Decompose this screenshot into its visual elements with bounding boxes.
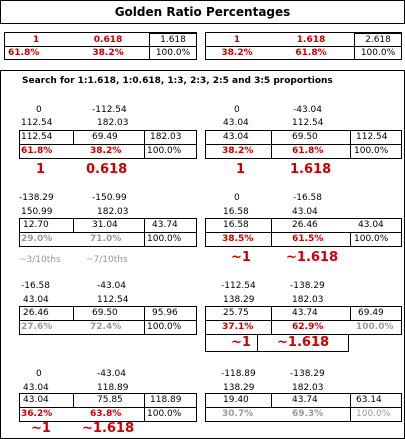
b7-r2-c1: 43.04 — [23, 395, 49, 405]
b4-r2-c1: 16.58 — [223, 220, 249, 230]
b6-r1-c1: 138.29 — [223, 295, 255, 305]
b8-r3-c1: 30.7% — [222, 409, 254, 419]
b3-r2-c3: 43.74 — [152, 220, 178, 230]
tl-r1-c2: 0.618 — [93, 35, 123, 45]
b1-r1-c1: 112.54 — [21, 118, 53, 128]
tl-r2-c3: 100.0% — [149, 46, 197, 60]
b3-r2-c1: 12.70 — [23, 220, 49, 230]
b1-r2-c3: 182.03 — [150, 132, 182, 142]
tr-r2-c3: 100.0% — [354, 46, 402, 60]
b7-r3-c2: 63.8% — [90, 409, 122, 419]
b3-r1-c2: 182.03 — [97, 207, 129, 217]
b7-r1-c2: 118.89 — [97, 383, 129, 393]
b8-r1-c2: 182.03 — [292, 383, 324, 393]
b2-big-2: 1.618 — [290, 162, 332, 177]
title-box — [0, 0, 405, 24]
b4-r3-c1: 38.5% — [222, 234, 254, 244]
b8-r2-c1: 19.40 — [223, 395, 249, 405]
b1-big-2: 0.618 — [86, 162, 128, 177]
top-right-summary — [205, 32, 402, 60]
b1-r0-c2: -112.54 — [92, 105, 127, 115]
tl-r2-c2: 38.2% — [92, 48, 124, 58]
b4-r1-c1: 16.58 — [223, 207, 249, 217]
b5-r2-c2: 69.50 — [92, 308, 118, 318]
b8-r2-c2: 43.74 — [292, 395, 318, 405]
b5-r2-c3: 95.96 — [152, 308, 178, 318]
b7-r0-c1: 0 — [36, 369, 42, 379]
b3-r3-c2: 71.0% — [90, 234, 122, 244]
tl-r2-c1: 61.8% — [8, 48, 40, 58]
b3-r2-c2: 31.04 — [92, 220, 118, 230]
b5-r0-c1: -16.58 — [21, 281, 51, 291]
search-heading: Search for 1:1.618, 1:0.618, 1:3, 2:3, 2:5 and 3:5 proportions — [22, 76, 333, 86]
b5-r1-c1: 43.04 — [23, 295, 49, 305]
b1-r3-c3: 100.0% — [147, 146, 182, 156]
b7-big-2: ~1.618 — [82, 421, 135, 436]
b6-big-1: ~1 — [231, 335, 251, 350]
b2-r2-c1: 43.04 — [223, 132, 249, 142]
b3-r1-c1: 150.99 — [21, 207, 53, 217]
b2-r2-c3: 112.54 — [356, 132, 388, 142]
b6-r0-c2: -138.29 — [290, 281, 325, 291]
top-left-summary — [4, 32, 197, 60]
b7-r0-c2: -43.04 — [97, 369, 127, 379]
tr-r2-c2: 61.8% — [295, 48, 327, 58]
b3-note-2: ~7/10ths — [86, 255, 128, 265]
b2-r0-c1: 0 — [234, 105, 240, 115]
b6-r2-c2: 43.74 — [292, 308, 318, 318]
b4-r1-c2: 43.04 — [292, 207, 318, 217]
b5-r3-c1: 27.6% — [21, 322, 53, 332]
b6-r3-c3: 100.0% — [356, 322, 394, 332]
b1-r0-c1: 0 — [36, 105, 42, 115]
b3-r0-c2: -150.99 — [92, 193, 127, 203]
b8-r3-c2: 69.3% — [292, 409, 324, 419]
b6-r1-c2: 182.03 — [292, 295, 324, 305]
b6-r3-c1: 37.1% — [222, 322, 254, 332]
b1-r3-c2: 38.2% — [90, 146, 122, 156]
b8-r0-c2: -138.29 — [290, 369, 325, 379]
b5-r1-c2: 112.54 — [97, 295, 129, 305]
b8-r1-c1: 138.29 — [223, 383, 255, 393]
b6-r2-c1: 25.75 — [223, 308, 249, 318]
b4-r3-c2: 61.5% — [292, 234, 324, 244]
tr-r1-c2: 1.618 — [296, 35, 326, 45]
b7-r2-c3: 118.89 — [150, 395, 182, 405]
b4-r3-c3: 100.0% — [354, 234, 389, 244]
b3-note-1: ~3/10ths — [19, 255, 61, 265]
b6-big-2: ~1.618 — [277, 335, 330, 350]
b3-r0-c1: -138.29 — [19, 193, 54, 203]
b4-r0-c1: 0 — [234, 193, 240, 203]
page-title: Golden Ratio Percentages — [114, 5, 291, 19]
b1-big-1: 1 — [36, 162, 46, 177]
b7-big-1: ~1 — [31, 421, 51, 436]
b4-big-2: ~1.618 — [286, 250, 339, 265]
b3-r3-c3: 100.0% — [147, 234, 182, 244]
b2-r1-c1: 43.04 — [223, 118, 249, 128]
b3-r3-c1: 29.0% — [21, 234, 53, 244]
b7-r1-c1: 43.04 — [23, 383, 49, 393]
b1-r2-c2: 69.49 — [92, 132, 118, 142]
b5-r3-c2: 72.4% — [90, 322, 122, 332]
tl-r1-c3: 1.618 — [149, 33, 197, 47]
b6-r0-c1: -112.54 — [221, 281, 256, 291]
b2-r3-c1: 38.2% — [222, 146, 254, 156]
b7-r3-c3: 100.0% — [147, 409, 182, 419]
b7-r3-c1: 36.2% — [21, 409, 53, 419]
b1-r1-c2: 182.03 — [97, 118, 129, 128]
b2-big-1: 1 — [236, 162, 246, 177]
b5-r3-c3: 100.0% — [147, 322, 182, 332]
b5-r0-c2: -43.04 — [97, 281, 127, 291]
b1-r2-c1: 112.54 — [21, 132, 53, 142]
b8-r0-c1: -118.89 — [221, 369, 256, 379]
b2-r3-c2: 61.8% — [292, 146, 324, 156]
b2-r3-c3: 100.0% — [354, 146, 389, 156]
b8-r2-c3: 63.14 — [356, 395, 382, 405]
b4-r2-c3: 43.04 — [358, 220, 384, 230]
b2-r1-c2: 112.54 — [292, 118, 324, 128]
b1-r3-c1: 61.8% — [21, 146, 53, 156]
tr-r1-c3: 2.618 — [354, 33, 402, 47]
b6-r3-c2: 62.9% — [292, 322, 324, 332]
b7-r2-c2: 75.85 — [97, 395, 123, 405]
b4-big-1: ~1 — [231, 250, 251, 265]
tr-r1-c1: 1 — [233, 35, 241, 45]
b4-r0-c2: -16.58 — [293, 193, 323, 203]
b2-r0-c2: -43.04 — [293, 105, 323, 115]
b8-r3-c3: 100.0% — [356, 409, 391, 419]
b5-r2-c1: 26.46 — [23, 308, 49, 318]
b6-r2-c3: 69.49 — [358, 308, 384, 318]
tl-r1-c1: 1 — [32, 35, 40, 45]
tr-r2-c1: 38.2% — [221, 48, 253, 58]
b4-r2-c2: 26.46 — [292, 220, 318, 230]
b2-r2-c2: 69.50 — [292, 132, 318, 142]
